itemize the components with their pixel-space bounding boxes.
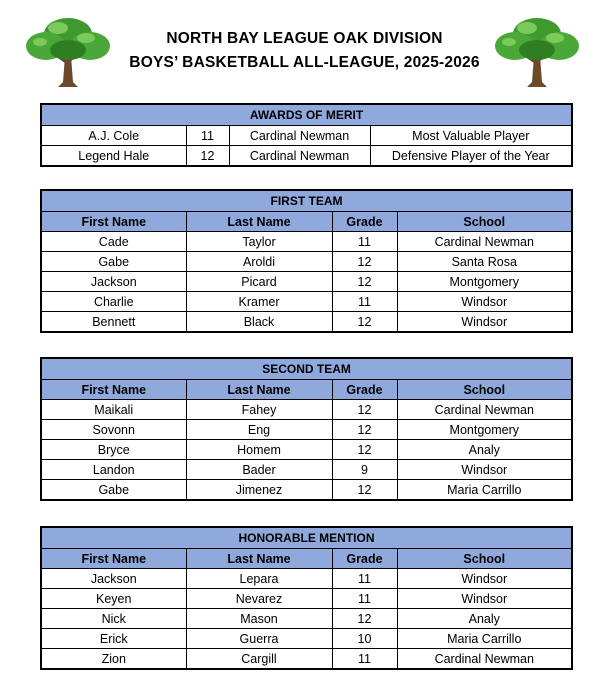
grade-cell: 12 <box>332 252 397 272</box>
school-cell: Montgomery <box>397 272 572 292</box>
table-row <box>41 272 572 292</box>
school-cell: Santa Rosa <box>397 252 572 272</box>
table-row <box>41 629 572 649</box>
first-team-title: FIRST TEAM <box>41 190 572 212</box>
second-team-table <box>40 357 573 501</box>
column-header-school: School <box>397 380 572 400</box>
school-cell: Windsor <box>397 589 572 609</box>
last-name-cell: Black <box>186 312 332 333</box>
second-team-title: SECOND TEAM <box>41 358 572 380</box>
table-row <box>41 569 572 589</box>
table-row <box>41 440 572 460</box>
table-row <box>41 400 572 420</box>
first-name-cell: Jackson <box>41 569 186 589</box>
award-title: Most Valuable Player <box>370 126 572 146</box>
last-name-cell: Nevarez <box>186 589 332 609</box>
last-name-cell: Eng <box>186 420 332 440</box>
school-cell: Montgomery <box>397 420 572 440</box>
school-cell: Windsor <box>397 292 572 312</box>
awards-title: AWARDS OF MERIT <box>41 104 572 126</box>
table-row <box>41 480 572 501</box>
award-grade: 12 <box>186 146 229 167</box>
school-cell: Windsor <box>397 569 572 589</box>
first-name-cell: Jackson <box>41 272 186 292</box>
last-name-cell: Fahey <box>186 400 332 420</box>
grade-cell: 12 <box>332 480 397 501</box>
last-name-cell: Kramer <box>186 292 332 312</box>
first-name-cell: Maikali <box>41 400 186 420</box>
table-row <box>41 292 572 312</box>
last-name-cell: Bader <box>186 460 332 480</box>
school-cell: Maria Carrillo <box>397 480 572 501</box>
grade-cell: 11 <box>332 649 397 670</box>
last-name-cell: Mason <box>186 609 332 629</box>
first-name-cell: Keyen <box>41 589 186 609</box>
first-team-table <box>40 189 573 333</box>
column-header-first-name: First Name <box>41 212 186 232</box>
first-name-cell: Bennett <box>41 312 186 333</box>
school-cell: Cardinal Newman <box>397 649 572 670</box>
first-name-cell: Landon <box>41 460 186 480</box>
school-cell: Cardinal Newman <box>397 400 572 420</box>
school-cell: Cardinal Newman <box>397 232 572 252</box>
award-name: Legend Hale <box>41 146 186 167</box>
last-name-cell: Picard <box>186 272 332 292</box>
award-school: Cardinal Newman <box>229 146 370 167</box>
first-name-cell: Zion <box>41 649 186 670</box>
column-header-last-name: Last Name <box>186 549 332 569</box>
document-header <box>0 27 609 75</box>
first-name-cell: Bryce <box>41 440 186 460</box>
column-header-last-name: Last Name <box>186 212 332 232</box>
honorable-mention-table <box>40 526 573 670</box>
honorable-mention-title: HONORABLE MENTION <box>41 527 572 549</box>
column-header-first-name: First Name <box>41 380 186 400</box>
last-name-cell: Lepara <box>186 569 332 589</box>
school-cell: Windsor <box>397 312 572 333</box>
table-row <box>41 609 572 629</box>
grade-cell: 12 <box>332 420 397 440</box>
table-row <box>41 252 572 272</box>
first-name-cell: Nick <box>41 609 186 629</box>
last-name-cell: Aroldi <box>186 252 332 272</box>
school-cell: Analy <box>397 609 572 629</box>
award-grade: 11 <box>186 126 229 146</box>
last-name-cell: Taylor <box>186 232 332 252</box>
grade-cell: 11 <box>332 589 397 609</box>
award-title: Defensive Player of the Year <box>370 146 572 167</box>
table-row <box>41 589 572 609</box>
column-header-grade: Grade <box>332 380 397 400</box>
table-row <box>41 232 572 252</box>
table-row <box>41 649 572 670</box>
school-cell: Windsor <box>397 460 572 480</box>
award-name: A.J. Cole <box>41 126 186 146</box>
table-row <box>41 146 572 167</box>
table-row <box>41 126 572 146</box>
grade-cell: 11 <box>332 292 397 312</box>
last-name-cell: Cargill <box>186 649 332 670</box>
grade-cell: 9 <box>332 460 397 480</box>
grade-cell: 11 <box>332 232 397 252</box>
first-name-cell: Charlie <box>41 292 186 312</box>
table-row <box>41 420 572 440</box>
grade-cell: 12 <box>332 312 397 333</box>
first-name-cell: Erick <box>41 629 186 649</box>
column-header-last-name: Last Name <box>186 380 332 400</box>
first-name-cell: Gabe <box>41 252 186 272</box>
table-row <box>41 460 572 480</box>
last-name-cell: Homem <box>186 440 332 460</box>
column-header-school: School <box>397 549 572 569</box>
last-name-cell: Guerra <box>186 629 332 649</box>
grade-cell: 11 <box>332 569 397 589</box>
awards-table <box>40 103 573 167</box>
header-line-2: BOYS’ BASKETBALL ALL-LEAGUE, 2025-2026 <box>129 54 480 71</box>
column-header-grade: Grade <box>332 549 397 569</box>
grade-cell: 12 <box>332 400 397 420</box>
grade-cell: 12 <box>332 272 397 292</box>
header-line-1: NORTH BAY LEAGUE OAK DIVISION <box>166 30 443 47</box>
school-cell: Maria Carrillo <box>397 629 572 649</box>
column-header-grade: Grade <box>332 212 397 232</box>
column-header-school: School <box>397 212 572 232</box>
school-cell: Analy <box>397 440 572 460</box>
column-header-first-name: First Name <box>41 549 186 569</box>
table-row <box>41 312 572 333</box>
grade-cell: 12 <box>332 440 397 460</box>
last-name-cell: Jimenez <box>186 480 332 501</box>
first-name-cell: Cade <box>41 232 186 252</box>
award-school: Cardinal Newman <box>229 126 370 146</box>
grade-cell: 12 <box>332 609 397 629</box>
grade-cell: 10 <box>332 629 397 649</box>
first-name-cell: Sovonn <box>41 420 186 440</box>
first-name-cell: Gabe <box>41 480 186 501</box>
